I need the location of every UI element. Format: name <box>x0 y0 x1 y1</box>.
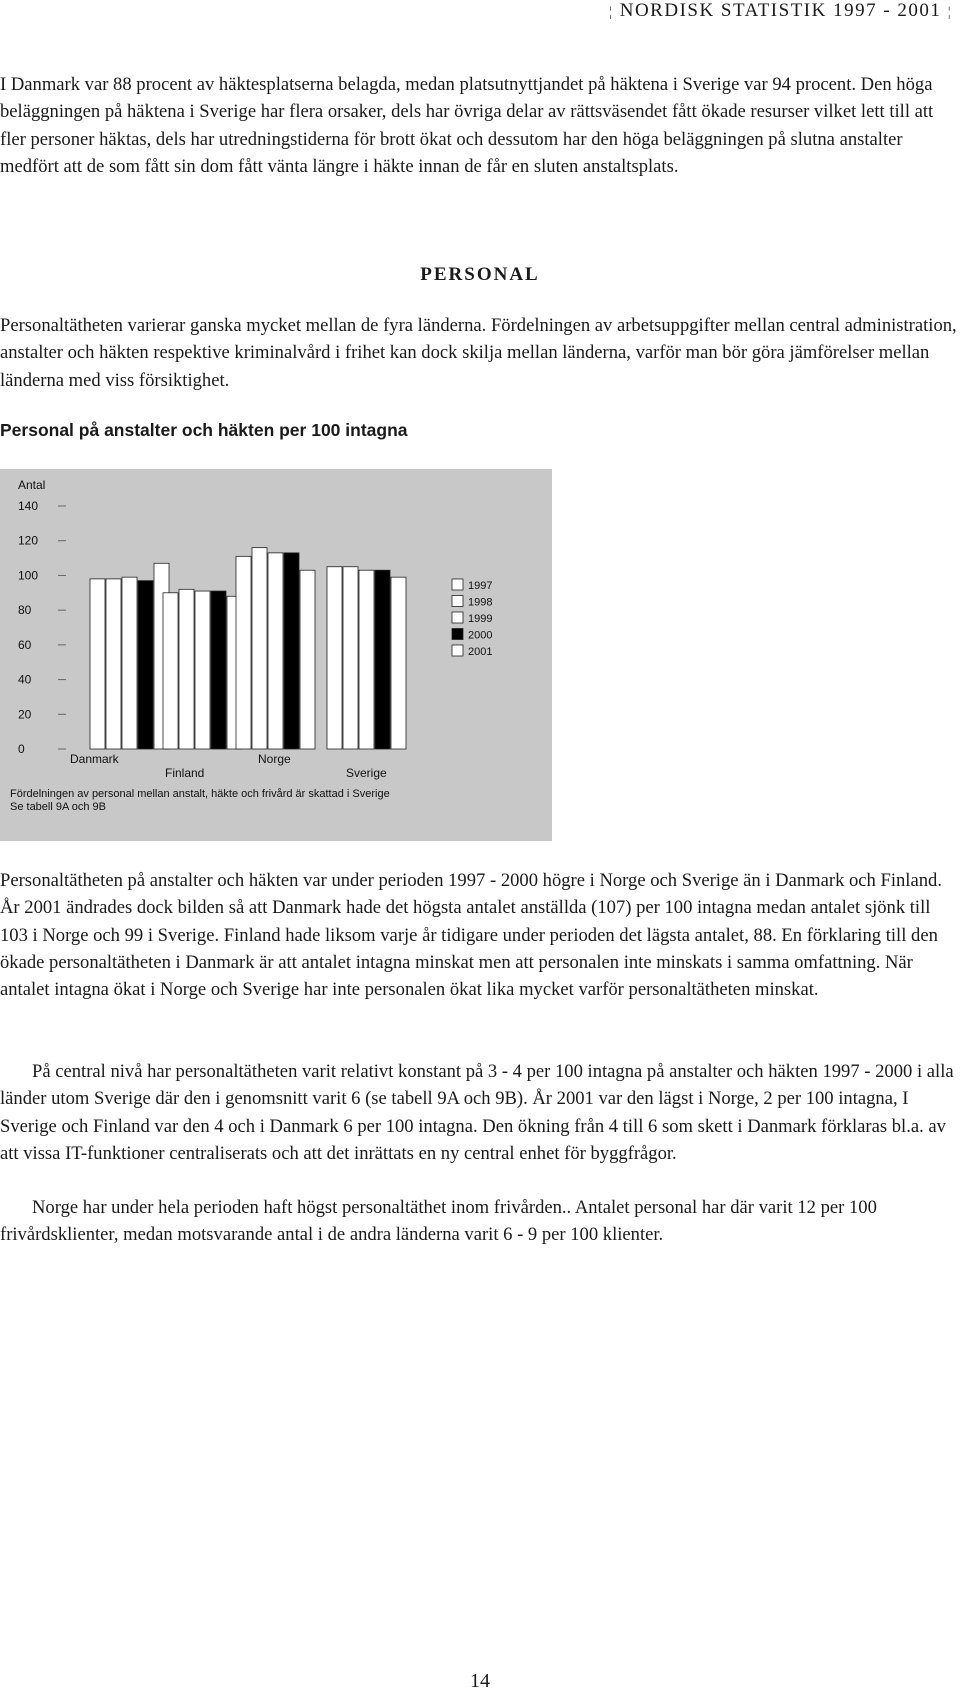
bar-sverige-2001 <box>391 577 406 749</box>
x-tick-label: Finland <box>165 766 205 780</box>
body-paragraph-3-text: Norge har under hela perioden haft högst personaltäthet inom frivården.. Antalet personal har där varit 12 per 100 frivårdsklienter, medan motsvarande antal i de andra länderna varit 6 - 9 per 100 klienter. <box>0 1197 877 1246</box>
bar-norge-1998 <box>252 548 267 749</box>
y-tick-label: 120 <box>18 533 39 548</box>
y-tick-label: 20 <box>18 707 32 722</box>
bar-chart <box>0 469 552 841</box>
section-intro-paragraph: Personaltätheten varierar ganska mycket mellan de fyra länderna. Fördelningen av arbetsuppgifter mellan central administration, anstalter och häkten respektive kriminalvård i frihet kan dock skilja mellan länderna, varför man bör göra jämförelser mellan länderna med viss försiktighet. <box>0 315 957 391</box>
bar-sverige-1999 <box>359 570 374 749</box>
bar-norge-1997 <box>236 556 251 749</box>
bar-danmark-1997 <box>90 579 105 749</box>
y-tick-label: 60 <box>18 637 32 652</box>
bar-finland-1998 <box>179 589 194 749</box>
legend-swatch-2000 <box>452 629 463 640</box>
bar-norge-2001 <box>300 570 315 749</box>
legend-label: 1999 <box>468 613 493 625</box>
y-tick-label: 100 <box>18 568 39 583</box>
header-title: NORDISK STATISTIK 1997 - 2001 <box>619 0 942 21</box>
chart-footnote-2: Se tabell 9A och 9B <box>10 801 107 813</box>
body-paragraph-2 <box>0 1058 958 1167</box>
body-paragraph-3 <box>0 1194 958 1249</box>
legend-label: 2000 <box>468 629 493 642</box>
bar-finland-2000 <box>211 591 226 749</box>
section-title: PERSONAL <box>420 264 540 285</box>
y-axis-label: Antal <box>18 478 46 492</box>
x-tick-label: Sverige <box>346 766 387 780</box>
bar-sverige-1998 <box>343 567 358 749</box>
bar-danmark-2000 <box>138 581 153 749</box>
legend-swatch-1999 <box>452 612 463 623</box>
body-paragraph-2-text: På central nivå har personaltätheten varit relativt konstant på 3 - 4 per 100 intagna på anstalter och häkten 1997 - 2000 i alla länder utom Sverige där den i genomsnitt varit 6 (se tabell 9A och 9B). År 2001 var den lägst i Norge, 2 per 100 intagna, I Sverige och Finland var den 4 och i Danmark 6 per 100 intagna. Den ökning från 4 till 6 som skett i Danmark förklaras bl.a. av att vissa IT-funktioner centraliserats och att det inrättats en ny central enhet för byggfrågor. <box>0 1061 954 1164</box>
x-tick-label: Norge <box>258 752 291 766</box>
bar-norge-2000 <box>284 553 299 749</box>
bar-sverige-1997 <box>327 567 342 749</box>
legend-label: 1997 <box>468 580 493 592</box>
page-number: 14 <box>470 1670 490 1692</box>
legend-swatch-1997 <box>452 579 463 590</box>
legend-swatch-1998 <box>452 596 463 607</box>
bar-danmark-1999 <box>122 577 137 749</box>
bar-sverige-2000 <box>375 570 390 749</box>
bar-finland-1999 <box>195 591 210 749</box>
bar-norge-1999 <box>268 553 283 749</box>
legend-label: 1998 <box>468 596 493 609</box>
chart-footnote-1: Fördelningen av personal mellan anstalt, häkte och frivård är skattad i Sverige <box>10 788 390 800</box>
y-tick-label: 0 <box>18 742 25 756</box>
chart-title: Personal på anstalter och häkten per 100 intagna <box>0 420 408 440</box>
y-tick-label: 140 <box>18 499 39 513</box>
header-bar-right: ¦ <box>947 5 952 20</box>
body-paragraph-1: Personaltätheten på anstalter och häkten var under perioden 1997 - 2000 högre i Norge och Sverige än i Danmark och Finland. År 2001 ändrades dock bilden så att Danmark hade det högsta antalet anställda (107) per 100 intagna medan antalet sjönk till 103 i Norge och 99 i Sverige. Finland hade liksom varje år tidigare under perioden det lägsta antalet, 88. En förklaring till den ökade personaltätheten i Danmark är att antalet intagna minskat men att personalen inte minskats i samma omfattning. När antalet intagna ökat i Norge och Sverige har inte personalen ökat lika mycket varför personaltätheten minskat. <box>0 870 942 1001</box>
y-tick-label: 40 <box>18 672 32 687</box>
bar-chart-svg <box>0 469 552 841</box>
legend-swatch-2001 <box>452 645 463 656</box>
y-tick-label: 80 <box>18 603 32 618</box>
header-bar-left: ¦ <box>609 5 614 20</box>
x-tick-label: Danmark <box>70 752 119 766</box>
page-header <box>0 0 960 24</box>
intro-paragraph: I Danmark var 88 procent av häktesplatserna belagda, medan platsutnyttjandet på häktena i Sverige var 94 procent. Den höga beläggningen på häktena i Sverige har flera orsaker, dels har övriga delar av rättsväsendet fått ökade resurser vilket lett till att fler personer häktas, dels har utredningstiderna för brott ökat och dessutom har den höga beläggningen på slutna anstalter medfört att de som fått sin dom fått vänta längre i häkte innan de får en sluten anstaltsplats. <box>0 74 934 177</box>
bar-finland-1997 <box>163 593 178 749</box>
legend-label: 2001 <box>468 646 493 658</box>
bar-danmark-1998 <box>106 579 121 749</box>
